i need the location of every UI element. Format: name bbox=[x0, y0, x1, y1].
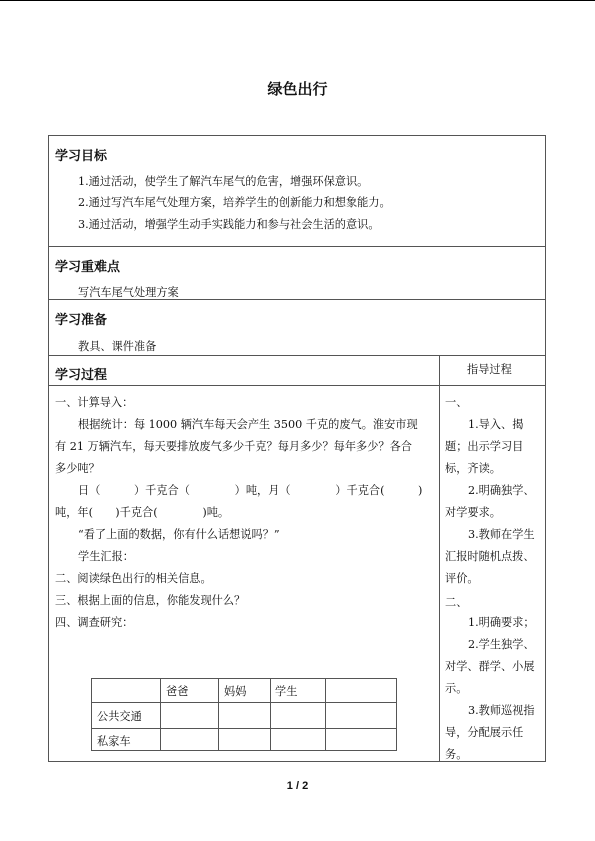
survey-table-rule bbox=[270, 678, 271, 751]
survey-table-rule bbox=[160, 678, 161, 751]
process-line: 日（ ）千克合（ ）吨，月（ ）千克合( ) bbox=[78, 484, 423, 497]
goal-item: 1.通过活动，使学生了解汽车尾气的危害，增强环保意识。 bbox=[78, 175, 369, 188]
guide-line: 标，齐读。 bbox=[445, 462, 501, 475]
process-line: 二、阅读绿色出行的相关信息。 bbox=[55, 572, 212, 585]
survey-col-header: 妈妈 bbox=[224, 685, 247, 698]
guide-line: 3.教师巡视指 bbox=[468, 704, 535, 717]
page-number: 1 / 2 bbox=[286, 780, 309, 792]
guide-line: 导，分配展示任 bbox=[445, 726, 524, 739]
goal-item: 2.通过写汽车尾气处理方案，培养学生的创新能力和想象能力。 bbox=[78, 196, 391, 209]
section-divider bbox=[48, 355, 546, 356]
guide-line: 评价。 bbox=[445, 572, 479, 585]
guide-line: 一、 bbox=[445, 396, 468, 409]
page-top-rule bbox=[0, 0, 595, 1]
survey-table-rule bbox=[325, 678, 326, 751]
guide-line: 示。 bbox=[445, 682, 468, 695]
survey-table-rule bbox=[91, 728, 397, 729]
process-line: 学生汇报： bbox=[78, 550, 134, 563]
process-line: 根据统计：每 1000 辆汽车每天会产生 3500 千克的废气。淮安市现 bbox=[78, 418, 418, 431]
goal-item: 3.通过活动，增强学生动手实践能力和参与社会生活的意识。 bbox=[78, 218, 380, 231]
guide-line: 1.明确要求； bbox=[468, 616, 535, 629]
key-points-heading: 学习重难点 bbox=[55, 260, 121, 275]
page-title: 绿色出行 bbox=[267, 80, 328, 98]
survey-row-label: 公共交通 bbox=[97, 710, 142, 723]
guide-line: 二、 bbox=[445, 596, 468, 609]
guide-line: 对学要求。 bbox=[445, 506, 501, 519]
key-points-text: 写汽车尾气处理方案 bbox=[78, 286, 179, 299]
process-heading: 学习过程 bbox=[55, 368, 108, 383]
column-divider bbox=[439, 355, 440, 762]
process-line: “看了上面的数据，你有什么话想说吗？” bbox=[78, 528, 280, 541]
section-divider bbox=[48, 385, 546, 386]
preparation-heading: 学习准备 bbox=[55, 313, 108, 328]
process-line: 一、计算导入： bbox=[55, 396, 134, 409]
process-line: 三、根据上面的信息，你能发现什么？ bbox=[55, 594, 246, 607]
process-line: 有 21 万辆汽车，每天要排放废气多少千克？每月多少？每年多少？各合 bbox=[55, 440, 412, 453]
survey-col-header: 学生 bbox=[275, 685, 298, 698]
goals-heading: 学习目标 bbox=[55, 149, 108, 164]
survey-row-label: 私家车 bbox=[97, 735, 131, 748]
guide-line: 1.导入、揭 bbox=[468, 418, 524, 431]
preparation-text: 教具、课件准备 bbox=[78, 340, 157, 353]
guide-line: 务。 bbox=[445, 748, 468, 761]
guide-line: 2.明确独学、 bbox=[468, 484, 535, 497]
process-line: 多少吨？ bbox=[55, 462, 100, 475]
guide-line: 汇报时随机点拨、 bbox=[445, 550, 535, 563]
survey-table-rule bbox=[91, 702, 397, 703]
process-line: 四、调查研究： bbox=[55, 616, 134, 629]
process-line: 吨，年( )千克合( )吨。 bbox=[55, 506, 230, 519]
section-divider bbox=[48, 246, 546, 247]
guide-line: 3.教师在学生 bbox=[468, 528, 535, 541]
guide-heading: 指导过程 bbox=[467, 363, 512, 376]
survey-col-header: 爸爸 bbox=[166, 685, 189, 698]
survey-table-rule bbox=[218, 678, 219, 751]
guide-line: 2.学生独学、 bbox=[468, 638, 535, 651]
guide-line: 对学、群学、小展 bbox=[445, 660, 535, 673]
guide-line: 题；出示学习目 bbox=[445, 440, 524, 453]
